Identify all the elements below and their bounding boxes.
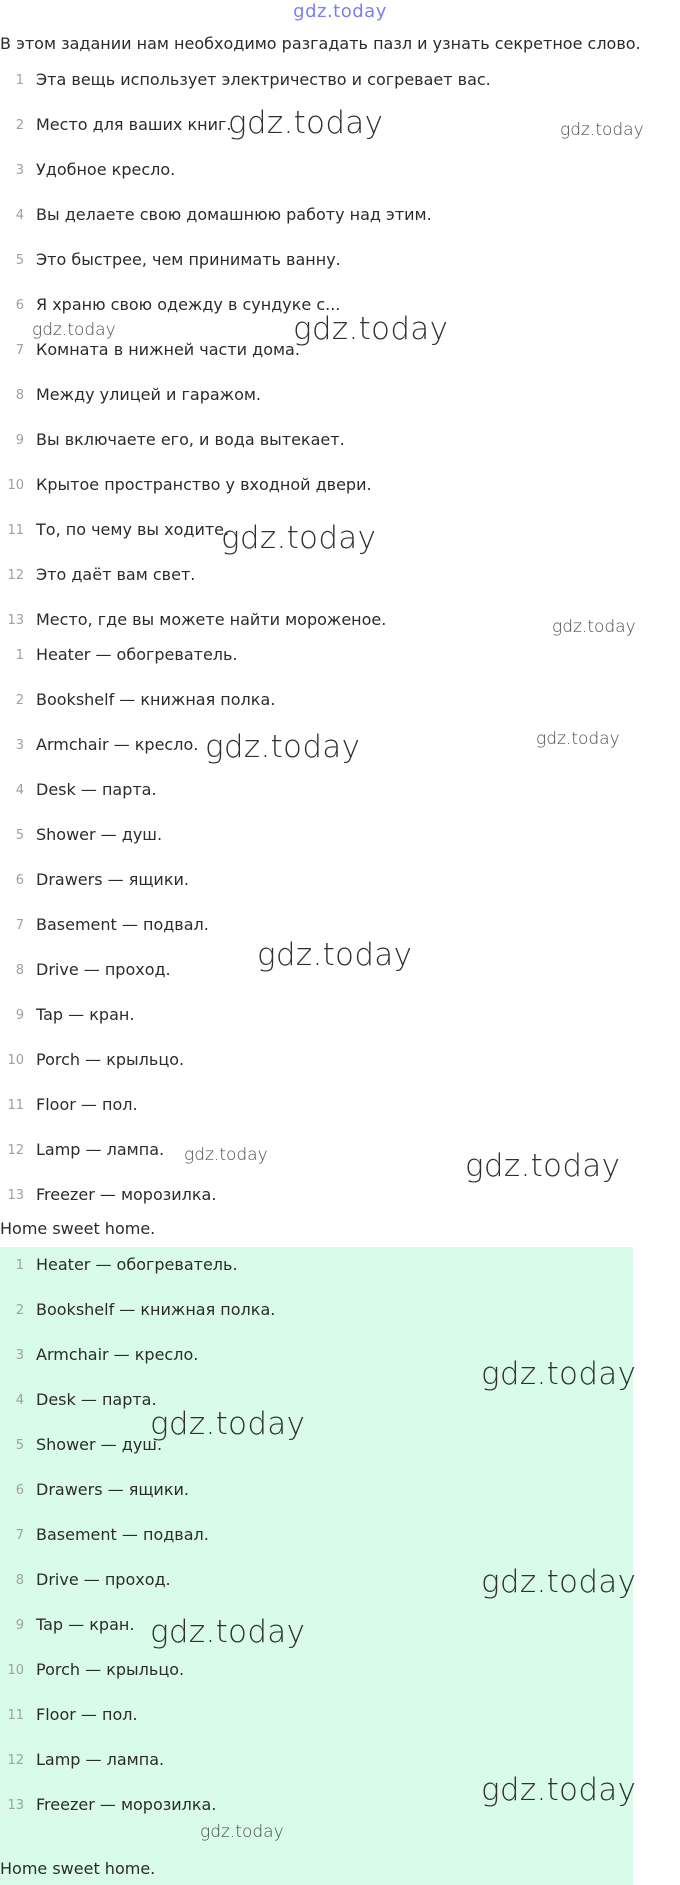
answer-item <box>0 825 640 870</box>
clue-text: Место, где вы можете найти мороженое. <box>36 610 387 629</box>
answer-text: Floor — пол. <box>36 1095 138 1114</box>
secret-word: Home sweet home. <box>0 1219 156 1238</box>
watermark-text: gdz.today <box>465 1148 621 1184</box>
answer-highlighted-item <box>0 1255 640 1300</box>
answer-text: Basement — подвал. <box>36 915 209 934</box>
answer-highlighted-number: 7 <box>15 1528 24 1543</box>
answer-highlighted-item <box>0 1705 640 1750</box>
watermark-text: gdz.today <box>205 729 361 765</box>
clue-item <box>0 430 640 475</box>
answer-highlighted-number: 1 <box>15 1258 24 1273</box>
answer-highlighted-item <box>0 1660 640 1705</box>
secret-word-highlighted: Home sweet home. <box>0 1859 156 1878</box>
answer-number: 4 <box>15 783 24 798</box>
answer-highlighted-item <box>0 1390 640 1435</box>
watermark-text: gdz.today <box>32 320 116 340</box>
answer-number: 3 <box>15 738 24 753</box>
clue-number: 11 <box>7 523 24 538</box>
answer-text: Drive — проход. <box>36 960 171 979</box>
answer-highlighted-number: 2 <box>15 1303 24 1318</box>
answer-highlighted-text: Lamp — лампа. <box>36 1750 165 1769</box>
answer-text: Tap — кран. <box>36 1005 135 1024</box>
watermark-text: gdz.today <box>228 105 384 141</box>
answer-number: 8 <box>15 963 24 978</box>
clue-item <box>0 475 640 520</box>
answer-highlighted-number: 12 <box>7 1753 24 1768</box>
answer-number: 12 <box>7 1143 24 1158</box>
answer-number: 7 <box>15 918 24 933</box>
watermark-text: gdz.today <box>560 120 644 140</box>
answer-highlighted-item <box>0 1300 640 1345</box>
answer-highlighted-text: Shower — душ. <box>36 1435 163 1454</box>
answer-highlighted-item <box>0 1615 640 1660</box>
answer-highlighted-text: Basement — подвал. <box>36 1525 209 1544</box>
answer-item <box>0 1095 640 1140</box>
clue-item <box>0 160 640 205</box>
answer-highlighted-text: Desk — парта. <box>36 1390 157 1409</box>
answer-highlighted-number: 13 <box>7 1798 24 1813</box>
answer-text: Bookshelf — книжная полка. <box>36 690 276 709</box>
clue-item <box>0 565 640 610</box>
clue-number: 1 <box>15 73 24 88</box>
watermark-text: gdz.today <box>481 1564 637 1600</box>
answer-highlighted-text: Porch — крыльцо. <box>36 1660 185 1679</box>
clue-text: Эта вещь использует электричество и согревает вас. <box>36 70 491 89</box>
answer-highlighted-number: 11 <box>7 1708 24 1723</box>
answer-text: Freezer — морозилка. <box>36 1185 217 1204</box>
answer-number: 13 <box>7 1188 24 1203</box>
answer-number: 11 <box>7 1098 24 1113</box>
clue-number: 6 <box>15 298 24 313</box>
watermark-text: gdz.today <box>150 1406 306 1442</box>
answer-highlighted-text: Floor — пол. <box>36 1705 138 1724</box>
answer-text: Drawers — ящики. <box>36 870 189 889</box>
clue-item <box>0 205 640 250</box>
clue-number: 2 <box>15 118 24 133</box>
answer-highlighted-text: Drive — проход. <box>36 1570 171 1589</box>
answer-number: 5 <box>15 828 24 843</box>
clue-text: Место для ваших книг. <box>36 115 232 134</box>
clue-text: Вы включаете его, и вода вытекает. <box>36 430 345 449</box>
answer-number: 6 <box>15 873 24 888</box>
clue-text: То, по чему вы ходите. <box>36 520 230 539</box>
watermark-text: gdz.today <box>150 1614 306 1650</box>
answer-item <box>0 645 640 690</box>
clue-number: 9 <box>15 433 24 448</box>
clue-number: 7 <box>15 343 24 358</box>
answer-text: Desk — парта. <box>36 780 157 799</box>
watermark-text: gdz.today <box>481 1772 637 1808</box>
watermark-text: gdz.today <box>257 937 413 973</box>
answer-highlighted-text: Heater — обогреватель. <box>36 1255 238 1274</box>
clue-text: Вы делаете свою домашнюю работу над этим. <box>36 205 432 224</box>
answer-text: Porch — крыльцо. <box>36 1050 185 1069</box>
task-intro: В этом задании нам необходимо разгадать пазл и узнать секретное слово. <box>0 34 641 53</box>
clue-text: Я храню свою одежду в сундуке с... <box>36 295 341 314</box>
watermark-text: gdz.today <box>293 311 449 347</box>
answer-highlighted-text: Bookshelf — книжная полка. <box>36 1300 276 1319</box>
answer-text: Lamp — лампа. <box>36 1140 165 1159</box>
clue-text: Крытое пространство у входной двери. <box>36 475 372 494</box>
answer-item <box>0 870 640 915</box>
watermark-text: gdz.today <box>481 1356 637 1392</box>
clue-number: 10 <box>7 478 24 493</box>
clue-text: Это быстрее, чем принимать ванну. <box>36 250 341 269</box>
answer-highlighted-number: 3 <box>15 1348 24 1363</box>
answer-number: 1 <box>15 648 24 663</box>
answer-highlighted-item <box>0 1480 640 1525</box>
answer-highlighted-number: 6 <box>15 1483 24 1498</box>
watermark-text: gdz.today <box>536 729 620 749</box>
clue-number: 13 <box>7 613 24 628</box>
clue-item <box>0 250 640 295</box>
answer-item <box>0 1050 640 1095</box>
answer-number: 9 <box>15 1008 24 1023</box>
answer-highlighted-number: 5 <box>15 1438 24 1453</box>
answer-number: 2 <box>15 693 24 708</box>
watermark-text: gdz.today <box>221 520 377 556</box>
watermark-text: gdz.today <box>200 1822 284 1842</box>
watermark-text: gdz.today <box>184 1145 268 1165</box>
answer-highlighted-number: 9 <box>15 1618 24 1633</box>
answer-item <box>0 1005 640 1050</box>
answer-text: Armchair — кресло. <box>36 735 199 754</box>
site-logo[interactable]: gdz.today <box>293 1 387 22</box>
answer-item <box>0 780 640 825</box>
answer-highlighted-item <box>0 1435 640 1480</box>
clue-number: 12 <box>7 568 24 583</box>
answer-number: 10 <box>7 1053 24 1068</box>
answer-highlighted-number: 8 <box>15 1573 24 1588</box>
clue-number: 8 <box>15 388 24 403</box>
answer-text: Heater — обогреватель. <box>36 645 238 664</box>
answer-highlighted-number: 10 <box>7 1663 24 1678</box>
clue-text: Между улицей и гаражом. <box>36 385 262 404</box>
clue-text: Это даёт вам свет. <box>36 565 196 584</box>
answer-text: Shower — душ. <box>36 825 163 844</box>
answer-highlighted-text: Drawers — ящики. <box>36 1480 189 1499</box>
answer-highlighted-text: Freezer — морозилка. <box>36 1795 217 1814</box>
answer-highlighted-number: 4 <box>15 1393 24 1408</box>
answer-highlighted-text: Tap — кран. <box>36 1615 135 1634</box>
watermark-text: gdz.today <box>552 617 636 637</box>
clue-number: 3 <box>15 163 24 178</box>
clue-text: Удобное кресло. <box>36 160 176 179</box>
clue-number: 4 <box>15 208 24 223</box>
clue-number: 5 <box>15 253 24 268</box>
answer-highlighted-text: Armchair — кресло. <box>36 1345 199 1364</box>
clue-item <box>0 385 640 430</box>
clue-text: Комната в нижней части дома. <box>36 340 300 359</box>
